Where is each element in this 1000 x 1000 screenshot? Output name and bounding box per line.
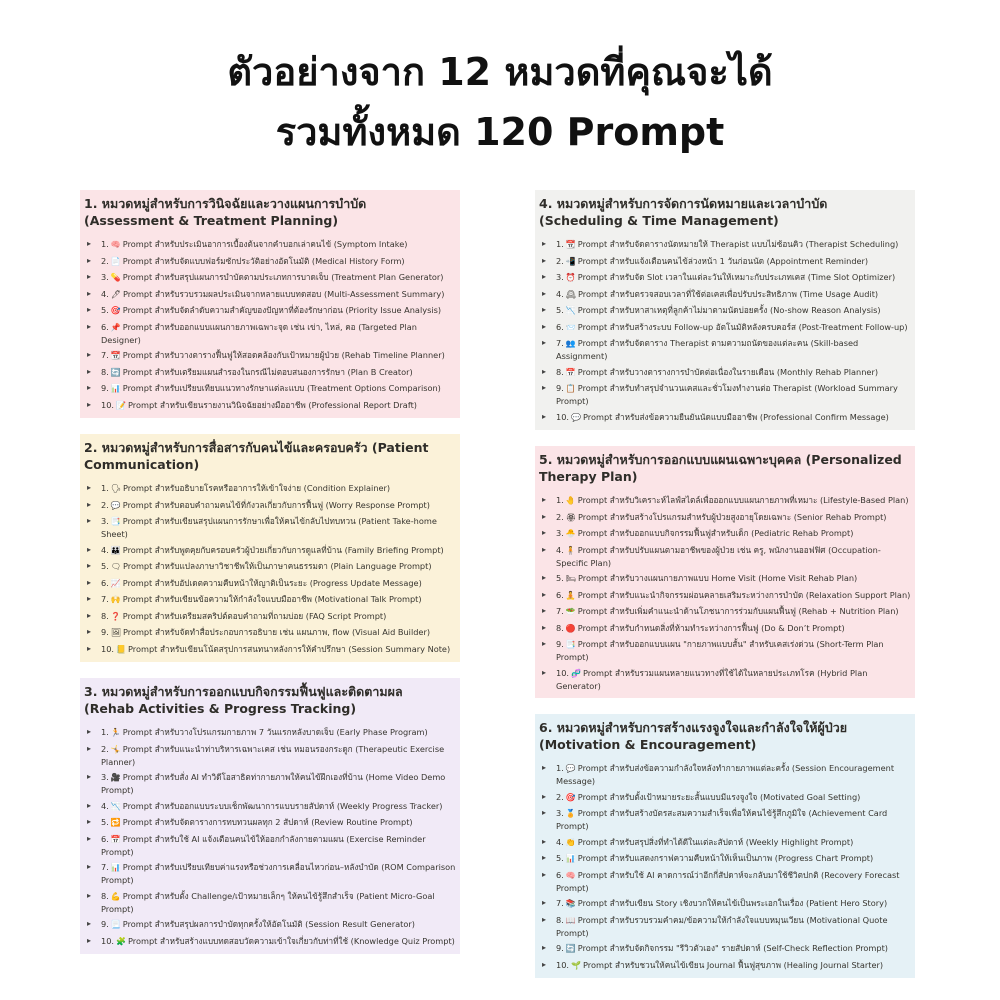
item-number: 7. [556, 338, 564, 348]
emoji-icon: 🧩 [116, 936, 126, 946]
item-text: Prompt สำหรับเปรียบเทียบค่าแรงหรือช่วงการเคลื่อนไหวก่อน–หลังบำบัด (ROM Comparison Prompt) [101, 862, 456, 885]
item-number: 1. [556, 495, 564, 505]
prompt-list [535, 489, 915, 698]
item-number: 7. [101, 862, 109, 872]
item-number: 7. [556, 898, 564, 908]
emoji-icon: 🤸 [110, 744, 121, 754]
prompt-list-item[interactable] [539, 959, 911, 972]
emoji-icon: 📌 [110, 322, 121, 332]
item-number: 2. [101, 255, 109, 266]
emoji-icon: 🏵 [565, 512, 576, 522]
item-text: Prompt สำหรับเพิ่มคำแนะนำด้านโภชนาการร่วมกับแผนฟื้นฟู (Rehab + Nutrition Plan) [577, 606, 899, 616]
emoji-icon: 🐣 [565, 529, 576, 538]
item-text: Prompt สำหรับส่งข้อความกำลังใจหลังทำกายภาพแต่ละครั้ง (Session Encouragement Message) [556, 763, 895, 786]
item-number: 3. [556, 272, 564, 282]
item-text: Prompt สำหรับเขียนข้อความให้กำลังใจแบบมืออาชีพ (Motivational Talk Prompt) [122, 594, 422, 604]
emoji-icon: 💬 [571, 412, 581, 422]
prompt-list-item[interactable] [84, 515, 456, 540]
item-number: 5. [101, 817, 109, 827]
item-text: Prompt สำหรับจัดลำดับความสำคัญของปัญหาที่ต้องรักษาก่อน (Priority Issue Analysis) [122, 305, 442, 315]
emoji-icon: 🧘 [565, 590, 576, 600]
emoji-icon: 📅 [565, 367, 576, 377]
emoji-icon: 👥 [565, 339, 576, 348]
item-text: Prompt สำหรับออกแบบแผน "กายภาพแบบสั้น" สำหรับเคสเร่งด่วน (Short-Term Plan Prompt) [556, 639, 884, 662]
item-text: Prompt สำหรับเขียนสรุปแผนการรักษาเพื่อให้คนไข้กลับไปทบทวน (Patient Take-home Sheet) [101, 516, 437, 539]
emoji-icon: 🗣 [110, 484, 121, 493]
item-number: 4. [101, 544, 109, 555]
prompt-list-item[interactable] [539, 869, 911, 894]
prompt-list [80, 477, 460, 662]
item-number: 8. [101, 610, 109, 621]
item-number: 10. [556, 667, 570, 678]
prompt-list-item[interactable] [539, 791, 911, 804]
prompt-list [535, 233, 915, 430]
section-title: 2. หมวดหมู่สำหรับการสื่อสารกับคนไข้และครอบครัว (Patient Communication) [80, 434, 460, 477]
headline-line-2: รวมทั้งหมด 120 Prompt [275, 110, 725, 154]
prompt-list-item[interactable] [84, 890, 456, 915]
item-text: Prompt สำหรับตอบคำถามคนไข้ที่กังวลเกี่ยวกับการฟื้นฟู (Worry Response Prompt) [122, 499, 430, 510]
item-number: 2. [101, 499, 109, 510]
prompt-list-item[interactable] [539, 255, 911, 268]
item-text: Prompt สำหรับเตรียมสคริปต์ตอบคำถามที่ถามบ่อย (FAQ Script Prompt) [122, 610, 387, 621]
emoji-icon: 🧠 [110, 240, 121, 249]
item-number: 6. [101, 833, 109, 844]
item-text: Prompt สำหรับอธิบายโรคหรืออาการให้เข้าใจง่าย (Condition Explainer) [122, 483, 391, 493]
section-scheduling [535, 190, 915, 430]
emoji-icon: 🛏 [565, 574, 576, 583]
right-column [535, 190, 915, 994]
item-text: Prompt สำหรับกำหนดสิ่งที่ห้ามทำระหว่างการฟื้นฟู (Do & Don’t Prompt) [577, 622, 845, 633]
emoji-icon: 📝 [116, 400, 126, 410]
prompt-list-item[interactable] [539, 238, 911, 251]
left-column [80, 190, 460, 970]
prompt-list-item[interactable] [539, 271, 911, 284]
item-text: Prompt สำหรับออกแบบระบบเช็กพัฒนาการแบบรายสัปดาห์ (Weekly Progress Tracker) [122, 800, 443, 811]
item-text: Prompt สำหรับสร้างโปรแกรมสำหรับผู้ป่วยสูงอายุโดยเฉพาะ (Senior Rehab Prompt) [577, 511, 887, 522]
section-title: 5. หมวดหมู่สำหรับการออกแบบแผนเฉพาะบุคคล (Personalized Therapy Plan) [535, 446, 915, 489]
item-text: Prompt สำหรับจัดทำสื่อประกอบการอธิบาย เช่น แผนภาพ, flow (Visual Aid Builder) [122, 627, 431, 637]
item-number: 5. [101, 305, 109, 315]
item-number: 4. [101, 288, 109, 299]
prompt-list-item[interactable] [84, 304, 456, 317]
emoji-icon: 🕰 [565, 289, 576, 299]
item-text: Prompt สำหรับสร้างระบบ Follow-up อัตโนมัติหลังครบคอร์ส (Post-Treatment Follow-up) [577, 321, 908, 332]
prompt-list-item[interactable] [84, 271, 456, 284]
prompt-list-item[interactable] [84, 726, 456, 739]
section-rehab-activities [80, 678, 460, 954]
item-number: 10. [101, 399, 115, 410]
emoji-icon: 🙌 [110, 595, 121, 604]
emoji-icon: 📑 [110, 517, 121, 526]
prompt-list-item[interactable] [84, 643, 456, 656]
item-number: 8. [101, 366, 109, 377]
prompt-list-item[interactable] [539, 288, 911, 301]
prompt-list-item[interactable] [539, 622, 911, 635]
emoji-icon: 🎥 [110, 773, 121, 782]
emoji-icon: 📊 [110, 863, 121, 872]
prompt-list-item[interactable] [84, 560, 456, 573]
prompt-list-item[interactable] [539, 411, 911, 424]
item-number: 3. [101, 516, 109, 526]
item-text: Prompt สำหรับวางตารางฟื้นฟูให้สอดคล้องกับเป้าหมายผู้ป่วย (Rehab Timeline Planner) [122, 350, 445, 360]
item-text: Prompt สำหรับแนะนำกิจกรรมผ่อนคลายเสริมระหว่างการบำบัด (Relaxation Support Plan) [577, 589, 911, 600]
item-number: 7. [556, 606, 564, 616]
emoji-icon: 📈 [110, 578, 121, 588]
item-number: 7. [101, 350, 109, 360]
item-number: 5. [556, 573, 564, 583]
emoji-icon: 📄 [110, 256, 121, 266]
item-text: Prompt สำหรับเขียน Story เชิงบวกให้คนไข้เป็นพระเอกในเรื่อง (Patient Hero Story) [577, 898, 888, 908]
prompt-list-item[interactable] [84, 771, 456, 796]
item-text: Prompt สำหรับสรุปสิ่งที่ทำได้ดีในแต่ละสัปดาห์ (Weekly Highlight Prompt) [577, 836, 854, 847]
item-number: 9. [101, 383, 109, 393]
section-communication [80, 434, 460, 662]
item-text: Prompt สำหรับรวบรวมคำคม/ข้อความให้กำลังใจแบบหมุนเวียน (Motivational Quote Prompt) [556, 914, 888, 938]
item-text: Prompt สำหรับจัดแบบฟอร์มซักประวัติอย่างอัตโนมัติ (Medical History Form) [122, 255, 405, 266]
prompt-list-item[interactable] [539, 589, 911, 602]
item-text: Prompt สำหรับตรวจสอบเวลาที่ใช้ต่อเคสเพื่อปรับประสิทธิภาพ (Time Usage Audit) [577, 288, 879, 299]
item-text: Prompt สำหรับตั้ง Challenge/เป้าหมายเล็กๆ ให้คนไข้รู้สึกสำเร็จ (Patient Micro-Goal Prompt) [101, 890, 435, 914]
item-number: 7. [101, 594, 109, 604]
emoji-icon: 👪 [110, 545, 121, 555]
emoji-icon: 🤚 [565, 496, 576, 505]
emoji-icon: 🌱 [571, 960, 581, 970]
prompt-list-item[interactable] [84, 321, 456, 346]
item-text: Prompt สำหรับทำสรุปจำนวนเคสและชั่วโมงทำงานต่อ Therapist (Workload Summary Prompt) [556, 383, 898, 406]
emoji-icon: 🔴 [565, 623, 576, 633]
item-text: Prompt สำหรับจัด Slot เวลาในแต่ละวันให้เหมาะกับประเภทเคส (Time Slot Optimizer) [577, 272, 896, 282]
emoji-icon: 📒 [116, 644, 126, 654]
prompt-list-item[interactable] [539, 897, 911, 910]
item-text: Prompt สำหรับสั่ง AI ทำวิดีโอสาธิตท่ากายภาพให้คนไข้ฝึกเองที่บ้าน (Home Video Demo Prompt) [101, 772, 446, 795]
emoji-icon: 🥗 [565, 607, 576, 616]
emoji-icon: 📊 [110, 384, 121, 393]
item-text: Prompt สำหรับอัปเดตความคืบหน้าให้ญาติเป็นระยะ (Progress Update Message) [122, 577, 422, 588]
emoji-icon: 📉 [110, 801, 121, 811]
item-number: 8. [556, 914, 564, 925]
prompt-list-item[interactable] [84, 366, 456, 379]
item-number: 10. [556, 959, 570, 970]
item-text: Prompt สำหรับใช้ AI แจ้งเตือนคนไข้ให้ออกกำลังกายตามแผน (Exercise Reminder Prompt) [101, 833, 426, 857]
item-text: Prompt สำหรับวางตารางการบำบัดต่อเนื่องในรายเดือน (Monthly Rehab Planner) [577, 366, 879, 377]
item-text: Prompt สำหรับแนะนำท่าบริหารเฉพาะเคส เช่น หมอนรองกระดูก (Therapeutic Exercise Planner) [101, 743, 445, 767]
item-number: 1. [101, 727, 109, 737]
prompt-list-item[interactable] [539, 605, 911, 618]
emoji-icon: 💬 [110, 500, 121, 510]
emoji-icon: 🏅 [565, 809, 576, 818]
prompt-list-item[interactable] [84, 626, 456, 639]
prompt-list-item[interactable] [84, 499, 456, 512]
item-text: Prompt สำหรับตั้งเป้าหมายระยะสั้นแบบมีแรงจูงใจ (Motivated Goal Setting) [577, 791, 861, 802]
item-text: Prompt สำหรับสรุปแผนการบำบัดตามประเภทการบาดเจ็บ (Treatment Plan Generator) [122, 272, 444, 282]
item-number: 5. [556, 853, 564, 863]
item-number: 4. [556, 288, 564, 299]
item-number: 9. [556, 383, 564, 393]
item-number: 5. [556, 305, 564, 315]
emoji-icon: 🔁 [110, 818, 121, 827]
prompt-list-item[interactable] [539, 304, 911, 317]
item-text: Prompt สำหรับออกแบบแผนกายภาพเฉพาะจุด เช่น เข่า, ไหล่, คอ (Targeted Plan Designer) [101, 321, 417, 345]
item-text: Prompt สำหรับใช้ AI คาดการณ์ว่าอีกกี่สัปดาห์จะกลับมาใช้ชีวิตปกติ (Recovery Forecast Prompt) [556, 869, 900, 893]
emoji-icon: 🧠 [565, 870, 576, 880]
emoji-icon: 📲 [565, 256, 576, 266]
item-number: 9. [101, 627, 109, 637]
headline [0, 42, 1000, 162]
emoji-icon: 🧬 [571, 668, 581, 678]
emoji-icon: 📆 [565, 240, 576, 249]
item-number: 3. [101, 772, 109, 782]
prompt-list-item[interactable] [84, 800, 456, 813]
item-text: Prompt สำหรับสรุปผลการบำบัดทุกครั้งให้อัตโนมัติ (Session Result Generator) [122, 919, 415, 929]
item-text: Prompt สำหรับสร้างบัตรสะสมความสำเร็จเพื่อให้คนไข้รู้สึกภูมิใจ (Achievement Card Prompt) [556, 808, 888, 831]
item-text: Prompt สำหรับออกแบบกิจกรรมฟื้นฟูสำหรับเด็ก (Pediatric Rehab Prompt) [577, 528, 854, 538]
prompt-list-item[interactable] [539, 511, 911, 524]
prompt-list-item[interactable] [84, 482, 456, 495]
prompt-list-item[interactable] [84, 935, 456, 948]
prompt-list-item[interactable] [84, 288, 456, 301]
item-number: 2. [556, 511, 564, 522]
emoji-icon: 💬 [565, 764, 576, 773]
prompt-list [80, 233, 460, 418]
prompt-list-item[interactable] [539, 337, 911, 362]
emoji-icon: 🔄 [110, 367, 121, 377]
item-text: Prompt สำหรับส่งข้อความยืนยันนัดแบบมืออาชีพ (Professional Confirm Message) [583, 411, 889, 422]
prompt-list-item[interactable] [84, 833, 456, 858]
item-text: Prompt สำหรับจัดตารางนัดหมายให้ Therapist แบบไม่ซ้อนคิว (Therapist Scheduling) [577, 239, 899, 249]
prompt-list-item[interactable] [84, 593, 456, 606]
prompt-list-item[interactable] [84, 743, 456, 768]
prompt-list-item[interactable] [539, 942, 911, 955]
item-number: 1. [101, 239, 109, 249]
emoji-icon: ❓ [110, 611, 121, 621]
prompt-list-item[interactable] [84, 238, 456, 251]
emoji-icon: 💊 [110, 273, 121, 282]
item-number: 4. [101, 800, 109, 811]
section-personalized-plan [535, 446, 915, 698]
item-text: Prompt สำหรับปรับแผนตามอาชีพของผู้ป่วย เช่น ครู, พนักงานออฟฟิศ (Occupation-Specific Plan) [556, 544, 881, 568]
item-text: Prompt สำหรับวางโปรแกรมกายภาพ 7 วันแรกหลังบาดเจ็บ (Early Phase Program) [122, 727, 428, 737]
item-text: Prompt สำหรับชวนให้คนไข้เขียน Journal ฟื้นฟูสุขภาพ (Healing Journal Starter) [583, 959, 884, 970]
item-text: Prompt สำหรับจัดตารางการทบทวนผลทุก 2 สัปดาห์ (Review Routine Prompt) [122, 817, 413, 827]
item-number: 9. [556, 639, 564, 649]
item-number: 4. [556, 836, 564, 847]
item-text: Prompt สำหรับเขียนรายงานวินิจฉัยอย่างมืออาชีพ (Professional Report Draft) [128, 399, 417, 410]
emoji-icon: 📚 [565, 899, 576, 908]
prompt-list-item[interactable] [84, 816, 456, 829]
prompt-list-item[interactable] [539, 836, 911, 849]
item-text: Prompt สำหรับแปลงภาษาวิชาชีพให้เป็นภาษาคนธรรมดา (Plain Language Prompt) [122, 561, 432, 571]
emoji-icon: 👏 [565, 837, 576, 847]
item-text: Prompt สำหรับหาสาเหตุที่ลูกค้าไม่มาตามนัดบ่อยครั้ง (No-show Reason Analysis) [577, 305, 881, 315]
prompt-list-item[interactable] [84, 349, 456, 362]
item-number: 8. [556, 622, 564, 633]
item-number: 1. [556, 239, 564, 249]
prompt-list-item[interactable] [539, 807, 911, 832]
item-number: 6. [101, 577, 109, 588]
item-text: Prompt สำหรับพูดคุยกับครอบครัวผู้ป่วยเกี่ยวกับการดูแลที่บ้าน (Family Briefing Prompt) [122, 544, 444, 555]
emoji-icon: 📋 [565, 384, 576, 393]
item-number: 3. [556, 808, 564, 818]
item-number: 2. [556, 791, 564, 802]
emoji-icon: 🖼 [110, 628, 121, 637]
emoji-icon: 📆 [110, 351, 121, 360]
prompt-list-item[interactable] [84, 918, 456, 931]
prompt-list-item[interactable] [539, 572, 911, 585]
item-number: 6. [556, 869, 564, 880]
item-number: 5. [101, 561, 109, 571]
prompt-list-item[interactable] [539, 494, 911, 507]
item-text: Prompt สำหรับแสดงกราฟความคืบหน้าให้เห็นเป็นภาพ (Progress Chart Prompt) [577, 853, 874, 863]
prompt-list-item[interactable] [539, 321, 911, 334]
prompt-list-item[interactable] [84, 610, 456, 623]
item-text: Prompt สำหรับจัดตาราง Therapist ตามความถนัดของแต่ละคน (Skill-based Assignment) [556, 338, 859, 361]
prompt-list-item[interactable] [539, 914, 911, 939]
section-motivation [535, 714, 915, 978]
prompt-list-item[interactable] [539, 366, 911, 379]
emoji-icon: 🎯 [110, 306, 121, 315]
prompt-list-item[interactable] [539, 667, 911, 692]
item-text: Prompt สำหรับวางแผนกายภาพแบบ Home Visit (Home Visit Rehab Plan) [577, 573, 858, 583]
item-text: Prompt สำหรับเตรียมแผนสำรองในกรณีไม่ตอบสนองการรักษา (Plan B Creator) [122, 366, 413, 377]
emoji-icon: 🏃 [110, 728, 121, 737]
emoji-icon: 🗨 [110, 562, 121, 571]
prompt-list-item[interactable] [84, 544, 456, 557]
item-number: 10. [556, 411, 570, 422]
item-number: 4. [556, 544, 564, 555]
item-number: 6. [556, 321, 564, 332]
emoji-icon: 📖 [565, 915, 576, 925]
item-text: Prompt สำหรับประเมินอาการเบื้องต้นจากคำบอกเล่าคนไข้ (Symptom Intake) [122, 239, 408, 249]
emoji-icon: 📨 [565, 322, 576, 332]
emoji-icon: 💪 [110, 891, 121, 901]
section-title: 1. หมวดหมู่สำหรับการวินิจฉัยและวางแผนการบำบัด (Assessment & Treatment Planning) [80, 190, 460, 233]
emoji-icon: 📊 [565, 854, 576, 863]
item-number: 3. [101, 272, 109, 282]
emoji-icon: 📉 [565, 306, 576, 315]
item-number: 3. [556, 528, 564, 538]
item-number: 9. [101, 919, 109, 929]
emoji-icon: 📃 [110, 920, 121, 929]
item-text: Prompt สำหรับสร้างแบบทดสอบวัดความเข้าใจเกี่ยวกับท่าที่ใช้ (Knowledge Quiz Prompt) [128, 935, 455, 946]
item-text: Prompt สำหรับรวมแผนหลายแนวทางที่ใช้ได้ในหลายประเภทโรค (Hybrid Plan Generator) [556, 667, 868, 691]
emoji-icon: 🖊 [110, 289, 121, 299]
section-title: 6. หมวดหมู่สำหรับการสร้างแรงจูงใจและกำลังใจให้ผู้ป่วย (Motivation & Encouragement) [535, 714, 915, 757]
item-text: Prompt สำหรับจัดกิจกรรม "รีวิวตัวเอง" รายสัปดาห์ (Self-Check Reflection Prompt) [577, 943, 889, 953]
item-text: Prompt สำหรับเขียนโน้ตสรุปการสนทนาหลังการให้คำปรึกษา (Session Summary Note) [128, 643, 451, 654]
prompt-list-item[interactable] [539, 544, 911, 569]
item-number: 6. [556, 589, 564, 600]
item-number: 8. [101, 890, 109, 901]
prompt-list-item[interactable] [84, 861, 456, 886]
item-text: Prompt สำหรับรวบรวมผลประเมินจากหลายแบบทดสอบ (Multi-Assessment Summary) [122, 288, 445, 299]
item-number: 10. [101, 935, 115, 946]
item-number: 1. [101, 483, 109, 493]
emoji-icon: 📑 [565, 640, 576, 649]
item-number: 2. [556, 255, 564, 266]
section-title: 4. หมวดหมู่สำหรับการจัดการนัดหมายและเวลาบำบัด (Scheduling & Time Management) [535, 190, 915, 233]
emoji-icon: 🔄 [565, 944, 576, 953]
headline-line-1: ตัวอย่างจาก 12 หมวดที่คุณจะได้ [227, 50, 773, 94]
item-number: 6. [101, 321, 109, 332]
prompt-list-item[interactable] [84, 255, 456, 268]
prompt-list-item[interactable] [539, 527, 911, 540]
prompt-list [80, 721, 460, 954]
emoji-icon: 🧍 [565, 545, 576, 555]
prompt-list-item[interactable] [539, 382, 911, 407]
item-number: 2. [101, 743, 109, 754]
section-assessment [80, 190, 460, 418]
item-text: Prompt สำหรับวิเคราะห์ไลฟ์สไตล์เพื่อออกแบบแผนกายภาพที่เหมาะ (Lifestyle-Based Plan) [577, 495, 909, 505]
item-text: Prompt สำหรับเปรียบเทียบแนวทางรักษาแต่ละแบบ (Treatment Options Comparison) [122, 383, 441, 393]
prompt-list-item[interactable] [84, 382, 456, 395]
item-number: 1. [556, 763, 564, 773]
item-number: 9. [556, 943, 564, 953]
emoji-icon: ⏰ [565, 273, 576, 282]
emoji-icon: 📅 [110, 834, 121, 844]
item-number: 10. [101, 643, 115, 654]
prompt-list-item[interactable] [539, 638, 911, 663]
prompt-list-item[interactable] [539, 852, 911, 865]
prompt-list-item[interactable] [539, 762, 911, 787]
item-number: 8. [556, 366, 564, 377]
prompt-list-item[interactable] [84, 399, 456, 412]
prompt-list [535, 757, 915, 978]
prompt-list-item[interactable] [84, 577, 456, 590]
item-text: Prompt สำหรับแจ้งเตือนคนไข้ล่วงหน้า 1 วันก่อนนัด (Appointment Reminder) [577, 255, 869, 266]
section-title: 3. หมวดหมู่สำหรับการออกแบบกิจกรรมฟื้นฟูและติดตามผล (Rehab Activities & Progress Tracking) [80, 678, 460, 721]
emoji-icon: 🎯 [565, 792, 576, 802]
